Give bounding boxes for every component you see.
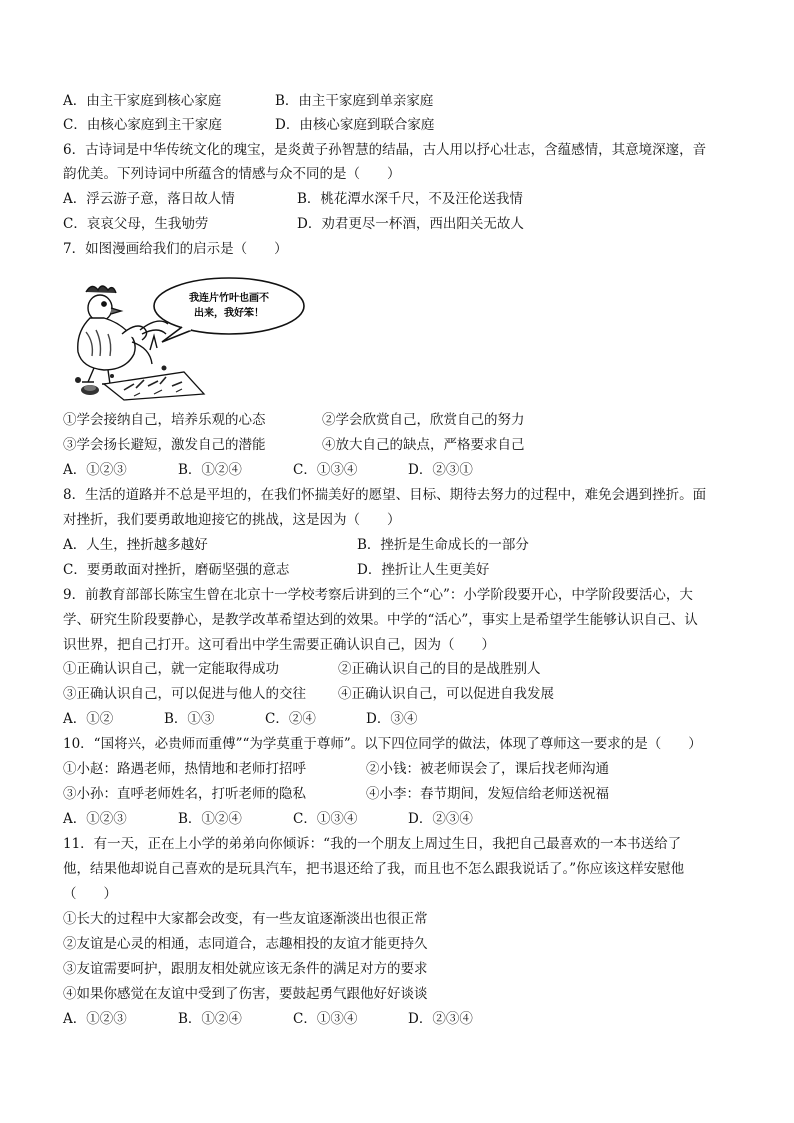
q7-statement-4: ④放大自己的缺点，严格要求自己 (322, 437, 525, 453)
q11-option-d: D．②③④ (408, 1011, 473, 1027)
q5-option-d: D．由核心家庭到联合家庭 (275, 117, 435, 133)
q7-statement-3: ③学会扬长避短，激发自己的潜能 (63, 437, 266, 453)
q11-option-c: C．①③④ (293, 1011, 358, 1027)
q10-statement-2: ②小钱：被老师误会了，课后找老师沟通 (366, 761, 609, 777)
q9-statement-4: ④正确认识自己，可以促进自我发展 (338, 686, 554, 702)
q6-option-b: B．桃花潭水深千尺，不及汪伦送我情 (297, 191, 523, 207)
bubble-text-line2: 出来，我好笨！ (194, 308, 264, 319)
q7-option-d: D．②③① (408, 462, 473, 478)
q5-option-c: C．由核心家庭到主干家庭 (63, 117, 222, 133)
q6-option-d: D．劝君更尽一杯酒，西出阳关无故人 (297, 216, 524, 232)
q7-stem: 7．如图漫画给我们的启示是（ ） (63, 241, 288, 257)
q10-option-c: C．①③④ (293, 811, 358, 827)
speech-bubble (154, 278, 304, 334)
q7-option-a: A．①②③ (63, 462, 127, 478)
q9-statement-1: ①正确认识自己，就一定能取得成功 (63, 661, 279, 677)
q11-option-a: A．①②③ (63, 1011, 127, 1027)
q9-statement-3: ③正确认识自己，可以促进与他人的交往 (63, 686, 306, 702)
rooster-cartoon (64, 272, 314, 402)
ink-stone (81, 385, 99, 395)
q8-stem-line1: 8．生活的道路并不总是平坦的，在我们怀揣美好的愿望、目标、期待去努力的过程中，难免会遇到挫折。面 (63, 487, 707, 503)
q9-stem-line2: 学、研究生阶段要静心，是教学改革希望达到的效果。中学的“活心”，事实上是希望学生能够认识自己、认 (63, 612, 698, 628)
q11-statement-1: ①长大的过程中大家都会改变，有一些友谊逐渐淡出也很正常 (63, 911, 428, 927)
q9-option-d: D．③④ (366, 711, 418, 727)
q10-stem: 10．“国将兴，必贵师而重傅”“为学莫重于尊师”。以下四位同学的做法，体现了尊师这一要求的是（ ） (63, 736, 702, 752)
q10-option-b: B．①②④ (178, 811, 242, 827)
q9-option-b: B．①③ (164, 711, 215, 727)
q9-statement-2: ②正确认识自己的目的是战胜别人 (338, 661, 541, 677)
q9-stem-line1: 9．前教育部部长陈宝生曾在北京十一学校考察后讲到的三个“心”：小学阶段要开心，中学阶段要活心，大 (63, 587, 693, 603)
q9-option-c: C．②④ (265, 711, 316, 727)
q8-option-a: A．人生，挫折越多越好 (63, 537, 208, 553)
q5-option-a: A．由主干家庭到核心家庭 (63, 93, 222, 109)
q11-statement-3: ③友谊需要呵护，跟朋友相处就应该无条件的满足对方的要求 (63, 961, 428, 977)
q7-option-b: B．①②④ (178, 462, 242, 478)
q5-option-b: B．由主干家庭到单亲家庭 (275, 93, 434, 109)
q11-stem-line2: 他，结果他却说自己喜欢的是玩具汽车，把书退还给了我，而且也不怎么跟我说话了。”你应该这样安慰他 (63, 861, 685, 877)
q6-stem-line2: 韵优美。下列诗词中所蕴含的情感与众不同的是（ ） (63, 166, 401, 182)
q7-statement-1: ①学会接纳自己，培养乐观的心态 (63, 412, 266, 428)
q8-stem-line2: 对挫折，我们要勇敢地迎接它的挑战，这是因为（ ） (63, 512, 401, 528)
q11-stem-line1: 11．有一天，正在上小学的弟弟向你倾诉：“我的一个朋友上周过生日，我把自己最喜欢的一本书送给了 (63, 836, 682, 852)
q11-statement-4: ④如果你感觉在友谊中受到了伤害，要鼓起勇气跟他好好谈谈 (63, 986, 428, 1002)
q10-statement-3: ③小孙：直呼老师姓名，打听老师的隐私 (63, 786, 306, 802)
q10-statement-1: ①小赵：路遇老师，热情地和老师打招呼 (63, 761, 306, 777)
q8-option-d: D．挫折让人生更美好 (357, 562, 490, 578)
q10-statement-4: ④小李：春节期间，发短信给老师送祝福 (366, 786, 609, 802)
q11-stem-line3: （ ） (63, 886, 117, 902)
q6-stem-line1: 6．古诗词是中华传统文化的瑰宝，是炎黄子孙智慧的结晶，古人用以抒心壮志，含蕴感情，其意境深邃，音 (63, 142, 707, 158)
q10-option-a: A．①②③ (63, 811, 127, 827)
bubble-text-line1: 我连片竹叶也画不 (189, 293, 269, 304)
q6-option-a: A．浮云游子意，落日故人情 (63, 191, 235, 207)
q6-option-c: C．哀哀父母，生我劬劳 (63, 216, 209, 232)
drawing-paper (104, 372, 204, 400)
q10-option-d: D．②③④ (408, 811, 473, 827)
q9-stem-line3: 识世界，把自己打开。这可看出中学生需要正确认识自己，因为（ ） (63, 637, 495, 653)
q11-statement-2: ②友谊是心灵的相通，志同道合，志趣相投的友谊才能更持久 (63, 936, 428, 952)
q7-statement-2: ②学会欣赏自己，欣赏自己的努力 (322, 412, 525, 428)
q8-option-c: C．要勇敢面对挫折，磨砺坚强的意志 (63, 562, 290, 578)
q11-option-b: B．①②④ (178, 1011, 242, 1027)
q8-option-b: B．挫折是生命成长的一部分 (357, 537, 529, 553)
q7-option-c: C．①③④ (293, 462, 358, 478)
q9-option-a: A．①② (63, 711, 114, 727)
